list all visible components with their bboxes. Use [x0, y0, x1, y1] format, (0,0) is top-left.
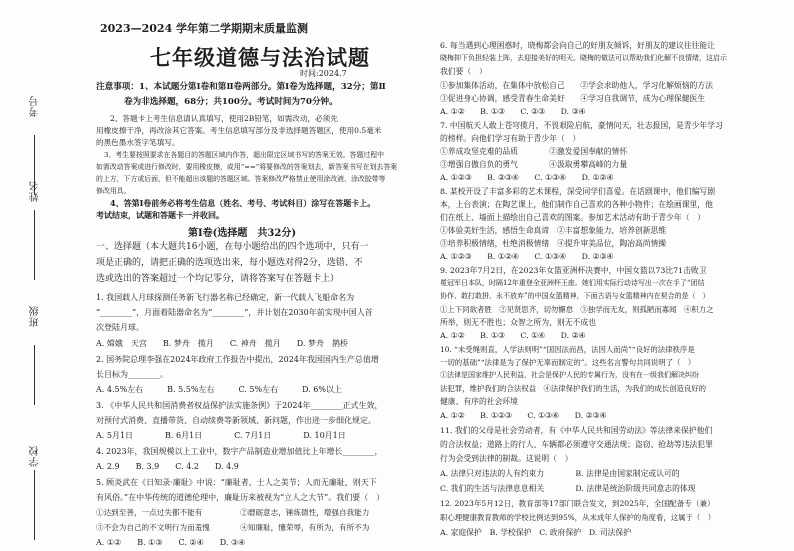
question-line: “________”，月面着陆器命名为“________”，并计划在2030年前实现中国人首	[96, 308, 373, 317]
binding-margin	[0, 0, 92, 551]
question-line: ③促进身心协调，感受青春生命美好 ④学习自我调节，成为心理保健医生	[440, 94, 706, 103]
question-options: A. 2.9 B. 3.9 C. 4.2 D. 4.9	[96, 462, 239, 471]
question-line: 次登陆月球。	[96, 323, 144, 332]
notice-line: 注意事项：1、本试题分第Ⅰ卷和第Ⅱ卷两部分。第Ⅰ卷为选择题，32分；第Ⅱ	[96, 82, 386, 92]
xingming-line	[34, 210, 35, 280]
margin-xingming: 姓名	[30, 180, 41, 202]
question-line: 一切的基础”“法律是为了保护无辜而制定的”。这些名言警句共同说明了（ ）	[440, 358, 696, 367]
question-line: 的榜样。向他们学习有助于青少年（ ）	[440, 134, 581, 143]
question-line: 10. “未受绳则直，人学法则明”“国因法而昌，法因人而尚”“良好的法律秩序是	[440, 345, 695, 354]
part1-title: 第Ⅰ卷(选择题 共32分)	[188, 228, 297, 239]
question-line: 9. 2023年7月2日，在2023年女篮亚洲杯决赛中，中国女篮以73比71击败卫	[440, 266, 707, 275]
banji-line	[34, 345, 35, 405]
question-line: 1. 我国载人月球探测任务新飞行器名称已经确定，新一代载人飞船命名为	[96, 293, 355, 302]
question-line: 长目标为________。	[96, 370, 168, 379]
question-line: 7. 中国航天人敢上苍穹揽月，不畏艰险启航，豪情问天，壮志报国，是青少年学习	[440, 121, 723, 130]
margin-banji: 班级	[30, 305, 41, 327]
question-options: A. ①② B. ①③ C. ①④ D. ②④	[440, 331, 586, 340]
question-line: 冕冠军日本队，时隔12年重登全亚洲杯王座。她们用实际行动诗写出一次在手了“团结	[440, 279, 705, 287]
section1-intro: 一、选择题（本大题共16小题，在每小题给出的四个选项中，只有一	[96, 242, 369, 252]
question-options: C. 我们的生活与法律息息相关 D. 法律是统治阶级共同意志的体现	[440, 484, 696, 493]
question-line: 11. 我们的父母是社会劳动者，有《中华人民共和国劳动法》等法律来保护他们	[440, 426, 713, 435]
question-line: ③不会为自己的不文明行为而羞愧 ④知廉耻，懂荣辱，有所为，有所不为	[96, 523, 370, 532]
left-column	[96, 0, 436, 551]
question-line: 行为会受到法律的制裁。这说明（ ）	[440, 454, 573, 463]
question-line: ①参加集体活动，在集体中放松自己 ②学会求助他人，学习化解烦恼的方法	[440, 81, 713, 90]
question-line: ①达到至善，一点过失都不能有 ②磨砺意志，锤炼德性，增强自我能力	[96, 508, 370, 517]
question-line: 晓梅抑下负担轻装上阵，去迎接美好的明天。晓梅的做法可以帮助我们化解不良情绪，这启示	[440, 54, 727, 62]
question-line: 协作、敢打敢拼、永不放弃”的中国女篮精神，下面古语与女篮精神内在契合的是（ ）	[440, 292, 710, 300]
notice-line: 卷为非选择题，68分；共100分。考试时间为70分钟。	[124, 97, 338, 107]
question-line: 4. 2023年，我国规模以上工业中，数字产品制造业增加值比上年增长________，	[96, 447, 383, 456]
question-options: A. ①② B. ①③ C. ②③ D. ③④	[440, 107, 586, 116]
notice-line: 的黑色墨水签字笔填写。	[96, 138, 180, 147]
question-line: 12. 2023年5月12日，教育部等17部门联合发文，到2025年，全国配备专（兼）	[440, 499, 715, 508]
question-line: 的合法权益；道路上的行人、车辆都必须遵守交通法规；盗窃、抢劫等违法犯罪	[440, 440, 713, 449]
notice-line: 修改用具。	[96, 187, 131, 195]
question-line: 对预付式消费、直播带货、自动续费等新领域、新问题，作出进一步细化规定。	[96, 416, 376, 425]
question-line: 5. 顾炎武在《日知录·廉耻》中说：“廉耻者，士人之美节；人而无廉耻，则天下	[96, 478, 377, 487]
question-options: A. 5月1日 B. 6月1日 C. 7月1日 D. 10月1日	[96, 431, 346, 440]
question-options: A. 家庭保护 B. 学校保护 C. 政府保护 D. 司法保护	[440, 528, 631, 537]
question-options: A. ①② B. ①③ C. ②④ D. ③④	[96, 538, 246, 547]
question-line: ③增强自傲自负的勇气 ④汲取勇攀高峰的力量	[440, 160, 628, 169]
notice-line: 的上方，下方或后面，但不能超出该题的答题区域。答案修改严格禁止使用涂改液、涂改胶带等	[96, 175, 386, 183]
question-line: ①上下同欲者胜 ②见贤思齐，切勿懈怠 ③独学而无友，则孤陋而寡闻 ④积力之	[440, 305, 714, 314]
xuexiao-line	[34, 470, 35, 540]
notice-line: 4、答第Ⅰ卷前务必将考生信息（姓名、考号、考试科目）涂写在答题卡上。	[110, 198, 376, 208]
question-line: 所举，则无不胜也；众智之所为，则无不成也	[440, 318, 596, 327]
question-line: 职心理健康教育教师的学校比例达到95%，从未成年人保护的角度看，这属于（ ）	[440, 513, 716, 522]
question-options: A. 嫦娥 天宫 B. 梦舟 揽月 C. 神舟 揽月 D. 梦舟 鹊桥	[96, 339, 348, 348]
notice-line: 考试结束，试题和答题卡一并收回。	[96, 210, 224, 220]
question-line: 法犯罪，维护我们的合法权益 ④法律保护我们的生活，为我们的成长创造良好的	[440, 384, 707, 393]
section1-intro: 项是正确的，请把正确的选项选出来，每小题选对得2分，选错、不	[96, 258, 363, 268]
question-options: A. ①②③ B. ②③④ C. ①③④ D. ①②④	[440, 173, 614, 182]
notice-line: 用橡皮擦干净，再改涂其它答案。考生信息填写部分及非选择题答题区，使用0.5毫米	[96, 126, 382, 135]
question-line: 有风俗。”在中华传统的道德伦理中，廉耻历来被视为“立人之大节”。我们要（ ）	[96, 493, 385, 502]
question-line: 们在纸上、墙面上描绘出自己喜欢的图案。参加艺术活动有助于青少年（ ）	[440, 213, 706, 222]
notice-line: 2、答题卡上考生信息请认真填写，使用2B铅笔，如需改动，必须先	[110, 114, 338, 123]
question-line: 健康、有序的社会环境	[440, 397, 518, 406]
right-column	[440, 0, 790, 551]
exam-date: 时间:2024.7	[300, 69, 347, 78]
question-line: 我们要（ ）	[440, 67, 487, 76]
question-line: ①养成攻坚克难的品质 ②激发爱国奉献的情怀	[440, 147, 628, 156]
question-line: 8. 某校开设了丰富多彩的艺术课程，深受同学们喜爱。在话剧课中，他们编写剧	[440, 187, 716, 196]
question-line: ①法律是国家维护人民利益，社会是保护人民的专属行为，没有在一级我们解决纠纷	[440, 371, 699, 379]
margin-kaohao: 考号	[30, 95, 41, 117]
section1-intro: 选或选出的答案超过一个均记零分，请将答案写在答题卡上）	[96, 274, 340, 284]
question-options: A. 法律只对违法的人有约束力 B. 法律是由国家制定或认可的	[440, 469, 680, 478]
notice-line: 如需改动答案或进行修改时，要用橡皮擦，或用“==”将要修改的答案划去，新答案书写在划去答案	[96, 163, 398, 171]
question-line: ①体验美好生活，感悟生命真谛 ②丰富想象能力，培养创新思维	[440, 226, 667, 235]
question-options: A. ①②③ B. ①②④ C. ①③④ D. ②③④	[440, 252, 614, 261]
question-line: 2. 国务院总理李强在2024年政府工作报告中提出，2024年我国国内生产总值增	[96, 355, 379, 364]
question-line: 3. 《中华人民共和国消费者权益保护法实施条例》于2024年________正式生效，	[96, 401, 383, 410]
margin-xuexiao: 学校	[30, 445, 41, 467]
question-line: ③培养积极情绪，杜绝消极情绪 ④提升审美品位，陶冶高尚情操	[440, 239, 667, 248]
question-options: A. 4.5%左右 B. 5.5%左右 C. 5%左右 D. 6%以上	[96, 385, 342, 394]
question-options: A. ①② B. ①②③ C. ①③④ D. ②③④	[440, 411, 607, 420]
exam-header: 2023—2024 学年第二学期期末质量监测	[100, 22, 309, 35]
notice-line: 3、考生要按照要求在各题目的答题区域内作答，超出限定区域书写的答案无效。答题过程中	[104, 151, 385, 159]
exam-title: 七年级道德与法治试题	[150, 45, 370, 70]
question-line: 本，上台表演；在陶艺课上，他们制作自己喜欢的各种小物件；在绘画课里，他	[440, 200, 713, 209]
question-line: 6. 每当遇到心理困惑时，晓梅都会向自己的好朋友倾诉，好朋友的建议往往能让	[440, 41, 716, 50]
